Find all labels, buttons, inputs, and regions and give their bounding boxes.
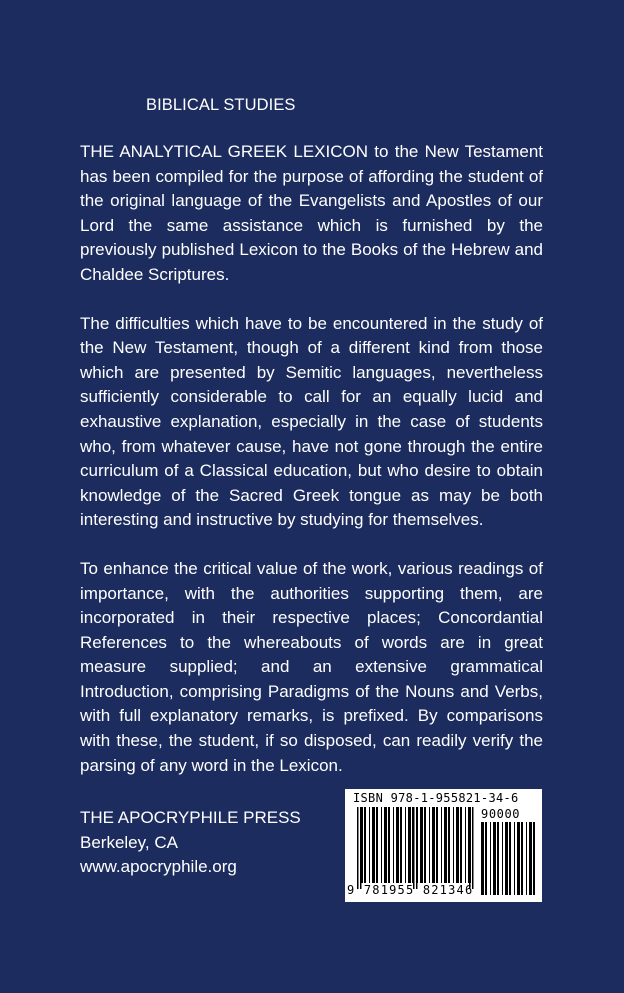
isbn-barcode [345, 789, 542, 902]
barcode-bar [460, 807, 462, 883]
publisher-block [80, 806, 301, 880]
barcode-guard-bar [469, 807, 471, 889]
barcode-bar [364, 807, 366, 883]
barcode-bar [396, 807, 399, 883]
isbn-label: ISBN 978-1-955821-34-6 [353, 791, 519, 805]
blurb-paragraph-1: THE ANALYTICAL GREEK LEXICON to the New Testament has been compiled for the purpose of affording the student of the original language of the Evangelists and Apostles of our Lord the same assistance which is furnished by the previously published Lexicon to the Books of the Hebrew and Chaldee Scriptures. [80, 142, 543, 284]
barcode-bar [456, 807, 459, 883]
barcode-bar [505, 822, 508, 895]
barcode-bar [465, 807, 466, 883]
barcode-bar [393, 807, 394, 883]
blurb [80, 140, 543, 802]
barcode-bar [372, 807, 375, 883]
barcode-bar [493, 822, 496, 895]
barcode-bar [490, 822, 491, 895]
barcode-bar [420, 807, 423, 883]
barcode-bar [514, 822, 515, 895]
barcode-bar [453, 807, 454, 883]
barcode-bar [424, 807, 426, 883]
barcode-bar [444, 807, 447, 883]
barcode-bar [432, 807, 435, 883]
barcode-bar [526, 822, 527, 895]
barcode-guard-bar [357, 807, 359, 889]
barcode-bar [509, 822, 511, 895]
barcode-bar [441, 807, 442, 883]
blurb-paragraph-3: To enhance the critical value of the work, various readings of importance, with the authorities supporting them, are incorporated in their respective places; Concordantial References to the whereabouts of words are in great measure supplied; and an extensive grammatical Introduction, comprising Paradigms of the Nouns and Verbs, with full explanatory remarks, is prefixed. By comparisons with these, the student, if so disposed, can readily verify the parsing of any word in the Lexicon. [80, 558, 543, 775]
barcode-bar [533, 822, 535, 895]
barcode-bar [381, 807, 382, 883]
barcode-bar [497, 822, 499, 895]
barcode-guard-bar [360, 807, 362, 889]
publisher-name: THE APOCRYPHILE PRESS [80, 808, 301, 827]
barcode-bar [485, 822, 487, 895]
barcode-bar [376, 807, 378, 883]
barcode-bar [502, 822, 503, 895]
barcode-guard-bar [416, 807, 418, 889]
barcode-guard-bar [472, 807, 474, 889]
barcode-bar [384, 807, 387, 883]
barcode-bar [369, 807, 370, 883]
barcode-bar [517, 822, 520, 895]
barcode-bar [521, 822, 523, 895]
barcode-bar [448, 807, 450, 883]
barcode-bar [529, 822, 532, 895]
barcode-bar [429, 807, 430, 883]
category-heading: BIBLICAL STUDIES [146, 96, 296, 114]
price-addon-digits: 90000 [481, 807, 521, 821]
publisher-location: Berkeley, CA [80, 832, 178, 852]
barcode-bar [481, 822, 484, 895]
barcode-guard-bar [413, 807, 415, 889]
barcode-bar [405, 807, 406, 883]
barcode-bar [388, 807, 390, 883]
blurb-paragraph-2: The difficulties which have to be encountered in the study of the New Testament, though of a different kind from those which are presented by Semitic languages, nevertheless sufficiently considerable to call for an equally lucid and exhaustive explanation, especially in the case of students who, from whatever cause, have not gone through the entire curriculum of a Classical education, but who desire to obtain knowledge of the Sacred Greek tongue as may be both interesting and instructive by studying for themselves. [80, 313, 543, 530]
barcode-bar [408, 807, 411, 883]
ean-digits: 9 781955 821346 [347, 883, 474, 897]
barcode-bar [436, 807, 438, 883]
barcode-bar [400, 807, 402, 883]
publisher-website: www.apocryphile.org [80, 857, 237, 876]
